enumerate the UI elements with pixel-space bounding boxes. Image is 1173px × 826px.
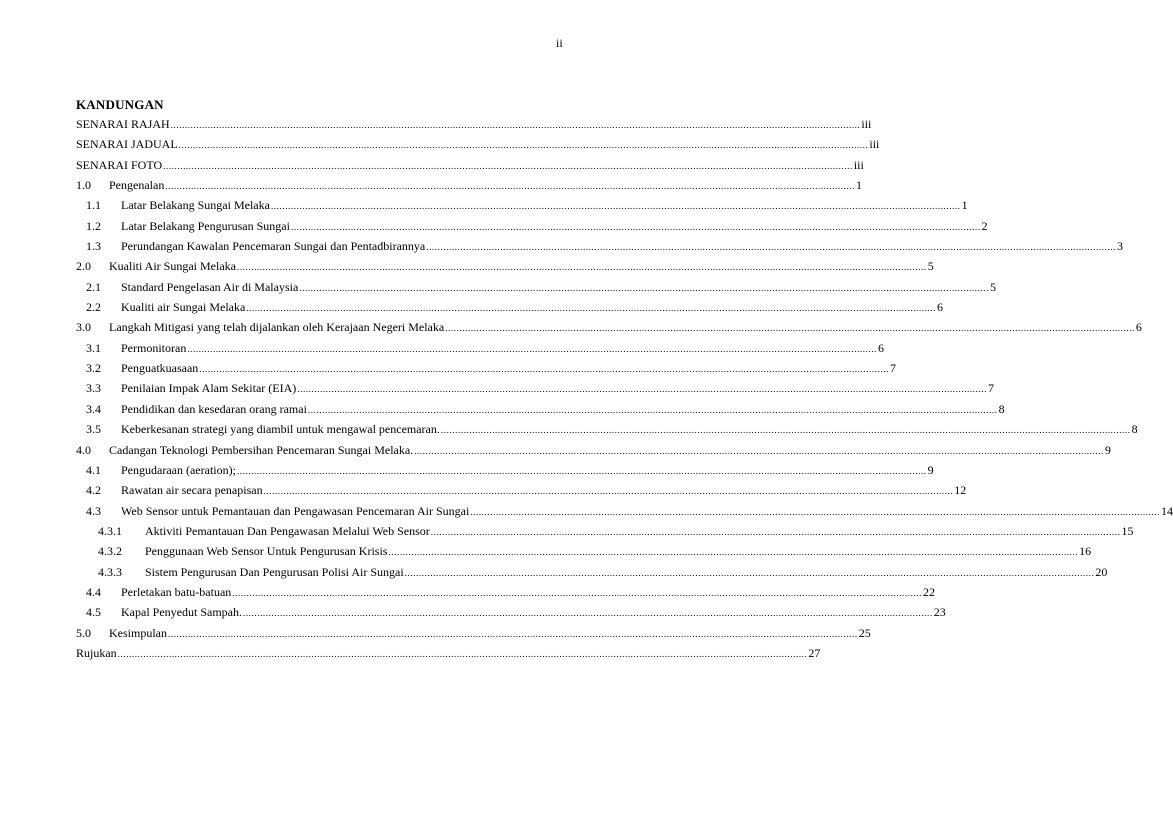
toc-entry[interactable] [76,521,1134,541]
toc-entry-title: Penilaian Impak Alam Sekitar (EIA) [121,381,297,396]
toc-entry-page: 6 [937,300,944,315]
toc-entry-page: 15 [1121,523,1134,538]
toc-entry-page: 2 [981,218,988,233]
toc-entry-title: Latar Belakang Sungai Melaka [121,198,270,213]
toc-entry-title: Rujukan [76,645,117,660]
toc-entry[interactable] [76,440,1111,460]
dot-leader [165,176,855,196]
toc-entry-page: 25 [858,625,871,640]
toc-entry-number: 5.0 [76,625,91,640]
toc-entry-number: 4.5 [86,605,101,620]
toc-entry-number: 3.1 [86,340,101,355]
toc-heading: KANDUNGAN [76,97,164,112]
toc-entry-number: 4.2 [86,483,101,498]
toc-entry-page: 1 [856,178,863,193]
toc-entry[interactable] [76,317,1142,337]
dot-leader [299,278,989,298]
toc-entry-title: Sistem Pengurusan Dan Pengurusan Polisi Air Sungai [145,564,404,579]
toc-entry-title: Perletakan batu-batuan [121,584,232,599]
toc-entry-title: Perundangan Kawalan Pencemaran Sungai dan Pentadbirannya [121,239,426,254]
toc-entry-title: Aktiviti Pemantauan Dan Pengawasan Melalui Web Sensor [145,523,430,538]
toc-entry-title: Cadangan Teknologi Pembersihan Pencemaran Sungai Melaka. [109,442,414,457]
toc-entry-page: 8 [998,401,1005,416]
toc-entry-page: 8 [1131,422,1138,437]
dot-leader [243,603,933,623]
toc-entry-page: iii [869,137,880,152]
toc-entry-number: 3.3 [86,381,101,396]
toc-entry[interactable] [76,623,871,643]
toc-entry-number: 3.0 [76,320,91,335]
dot-leader [297,379,987,399]
toc-entry[interactable] [76,256,934,276]
toc-entry-page: 20 [1095,564,1108,579]
dot-leader [445,318,1135,338]
toc-entry[interactable] [76,297,944,317]
toc-entry-title: Kualiti Air Sungai Melaka [109,259,236,274]
dot-leader [388,542,1078,562]
toc-entry-title: Langkah Mitigasi yang telah dijalankan oleh Kerajaan Negeri Melaka [109,320,445,335]
toc-entry[interactable] [76,277,996,297]
toc-entry-page: 7 [988,381,994,396]
toc-entry-page: 27 [808,645,821,660]
toc-entry-title: SENARAI RAJAH [76,117,170,131]
toc-entry-number: 1.0 [76,178,91,193]
dot-leader [271,196,961,216]
toc-entry[interactable] [76,501,1173,521]
toc-entry-number: 2.0 [76,259,91,274]
toc-entry-page: 3 [1116,239,1123,254]
toc-entry-title: Kesimpulan [109,625,167,640]
toc-entry-title: Pendidikan dan kesedaran orang ramai [121,401,307,416]
toc-entry[interactable] [76,114,872,134]
toc-entry-page: 12 [954,483,967,498]
toc-entry-page: 6 [878,340,885,355]
toc-entry-title: Permonitoran [121,340,187,355]
toc-entry-number: 1.3 [86,239,101,254]
toc-entry-title: Penggunaan Web Sensor Untuk Pengurusan Krisis [145,544,388,559]
dot-leader [171,115,861,135]
toc-entry[interactable] [76,134,880,154]
toc-entry[interactable] [76,236,1123,256]
toc-entry-number: 3.4 [86,401,101,416]
toc-entry-page: 5 [927,259,934,274]
toc-entry[interactable] [76,175,863,195]
toc-entry-number: 1.2 [86,218,101,233]
dot-leader [168,624,858,644]
toc-entry[interactable] [76,602,946,622]
toc-entry-title: SENARAI FOTO [76,157,163,172]
toc-entry-title: Web Sensor untuk Pemantauan dan Pengawasan Pencemaran Air Sungai [121,503,470,518]
toc-entry-title: Penguatkuasaan [121,361,199,376]
dot-leader [264,481,954,501]
dot-leader [199,359,889,379]
toc-entry-page: 16 [1079,544,1092,559]
toc-entry-page: 1 [961,198,968,213]
table-of-contents [76,114,1173,663]
dot-leader [405,563,1095,583]
toc-entry-title: Pengenalan [109,178,165,193]
toc-entry-title: Keberkesanan strategi yang diambil untuk mengawal pencemaran. [121,422,440,437]
toc-entry-number: 4.3.2 [98,544,122,559]
toc-entry[interactable] [76,582,935,602]
toc-entry-number: 4.1 [86,462,101,477]
toc-entry[interactable] [76,216,988,236]
toc-entry[interactable] [76,378,994,398]
dot-leader [470,502,1160,522]
toc-entry-page: 7 [890,361,897,376]
toc-entry-page: 5 [990,279,996,294]
dot-leader [431,522,1121,542]
dot-leader [118,644,808,664]
dot-leader [187,339,877,359]
dot-leader [441,420,1131,440]
toc-entry[interactable] [76,399,1005,419]
toc-entry[interactable] [76,460,934,480]
dot-leader [291,217,981,237]
toc-entry-title: Standard Pengelasan Air di Malaysia [121,279,299,294]
toc-entry-page: iii [853,157,864,172]
toc-entry[interactable] [76,541,1092,561]
toc-entry-number: 1.1 [86,198,101,213]
toc-entry[interactable] [76,562,1108,582]
toc-entry-page: 14 [1160,503,1173,518]
dot-leader [179,135,869,155]
dot-leader [414,441,1104,461]
dot-leader [237,461,927,481]
toc-entry-title: Pengudaraan (aeration); [121,462,236,477]
toc-entry[interactable] [76,155,864,175]
toc-entry[interactable] [76,643,821,663]
dot-leader [426,237,1116,257]
toc-entry[interactable] [76,419,1138,439]
toc-entry-title: Kualiti air Sungai Melaka [121,300,246,315]
toc-entry-number: 2.1 [86,279,101,294]
toc-entry-number: 4.0 [76,442,91,457]
toc-entry[interactable] [76,358,897,378]
toc-entry-page: 22 [923,584,935,599]
toc-entry-page: 6 [1135,320,1142,335]
dot-leader [232,583,922,603]
toc-entry[interactable] [76,195,968,215]
toc-entry-number: 3.5 [86,422,101,437]
toc-entry-title: Rawatan air secara penapisan [121,483,263,498]
toc-entry[interactable] [76,338,885,358]
toc-entry-number: 4.3.3 [98,564,122,579]
toc-entry[interactable] [76,480,967,500]
dot-leader [237,257,927,277]
toc-entry-page: 9 [927,462,934,477]
toc-entry-title: Kapal Penyedut Sampah. [121,605,242,620]
toc-entry-title: Latar Belakang Pengurusan Sungai [121,218,290,233]
page-number: ii [556,36,563,50]
dot-leader [308,400,998,420]
toc-entry-number: 2.2 [86,300,101,315]
toc-entry-title: SENARAI JADUAL [76,137,178,152]
toc-entry-number: 3.2 [86,361,101,376]
toc-entry-page: 23 [933,605,946,620]
toc-entry-number: 4.4 [86,584,101,599]
toc-entry-number: 4.3.1 [98,523,122,538]
toc-entry-number: 4.3 [86,503,101,518]
dot-leader [246,298,936,318]
dot-leader [163,156,853,176]
toc-entry-page: 9 [1104,442,1111,457]
toc-entry-page: iii [861,117,872,131]
